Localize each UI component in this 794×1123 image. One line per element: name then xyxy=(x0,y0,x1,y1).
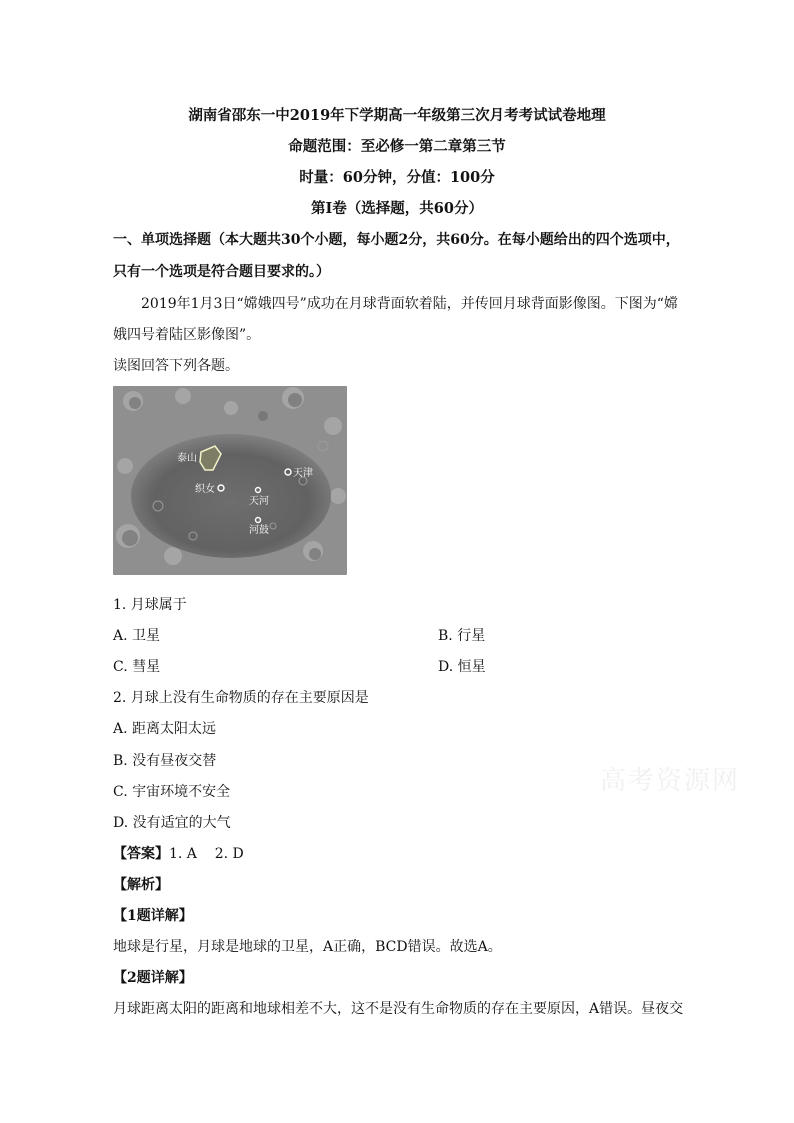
question-2-stem: 2. 月球上没有生命物质的存在主要原因是 xyxy=(113,690,369,706)
exam-time: 时量：60分钟，分值：100分 xyxy=(299,169,495,186)
question-2-option-b: B. 没有昼夜交替 xyxy=(113,753,217,769)
analysis-q1-label: 【1题详解】 xyxy=(113,908,193,924)
question-1-option-a: A. 卫星 xyxy=(113,628,161,644)
landing-area-image xyxy=(113,386,347,575)
analysis-q1-text: 地球是行星，月球是地球的卫星，A正确，BCD错误。故选A。 xyxy=(113,939,502,955)
watermark: 高考资源网 xyxy=(600,766,741,796)
section-heading-line1: 一、单项选择题（本大题共30个小题，每小题2分，共60分。在每小题给出的四个选项中， xyxy=(113,232,680,248)
question-2-option-c: C. 宇宙环境不安全 xyxy=(113,784,231,800)
answer-label: 【答案】 xyxy=(113,846,169,862)
question-1-option-c: C. 彗星 xyxy=(113,659,161,675)
answer-line xyxy=(113,843,244,863)
passage-line1: 2019年1月3日“嫦娥四号”成功在月球背面软着陆，并传回月球背面影像图。下图为“嫦 xyxy=(141,296,678,312)
label-taishan: 泰山 xyxy=(177,453,197,464)
analysis-q2-label: 【2题详解】 xyxy=(113,970,193,986)
exam-title: 湖南省邵东一中2019年下学期高一年级第三次月考考试试卷地理 xyxy=(188,107,606,124)
label-zhinv: 织女 xyxy=(195,484,215,495)
label-hegu: 河鼓 xyxy=(249,525,269,536)
label-tianjin: 天津 xyxy=(293,468,313,479)
question-2-option-d: D. 没有适宜的大气 xyxy=(113,815,231,831)
exam-volume: 第Ⅰ卷（选择题，共60分） xyxy=(311,200,483,217)
section-heading-line2: 只有一个选项是符合题目要求的。） xyxy=(113,264,330,280)
question-1-option-b: B. 行星 xyxy=(438,628,486,644)
exam-scope: 命题范围：至必修一第二章第三节 xyxy=(288,138,506,155)
question-1-stem: 1. 月球属于 xyxy=(113,597,187,613)
passage-instruction: 读图回答下列各题。 xyxy=(113,358,239,374)
question-2-option-a: A. 距离太阳太远 xyxy=(113,721,217,737)
analysis-label: 【解析】 xyxy=(113,877,169,893)
passage-line2: 娥四号着陆区影像图”。 xyxy=(113,327,261,343)
analysis-q2-text: 月球距离太阳的距离和地球相差不大，这不是没有生命物质的存在主要原因，A错误。昼夜交 xyxy=(113,1001,684,1017)
question-1-option-d: D. 恒星 xyxy=(438,659,486,675)
answer-text: 1. A 2. D xyxy=(169,846,244,862)
label-tianhe: 天河 xyxy=(249,496,269,507)
